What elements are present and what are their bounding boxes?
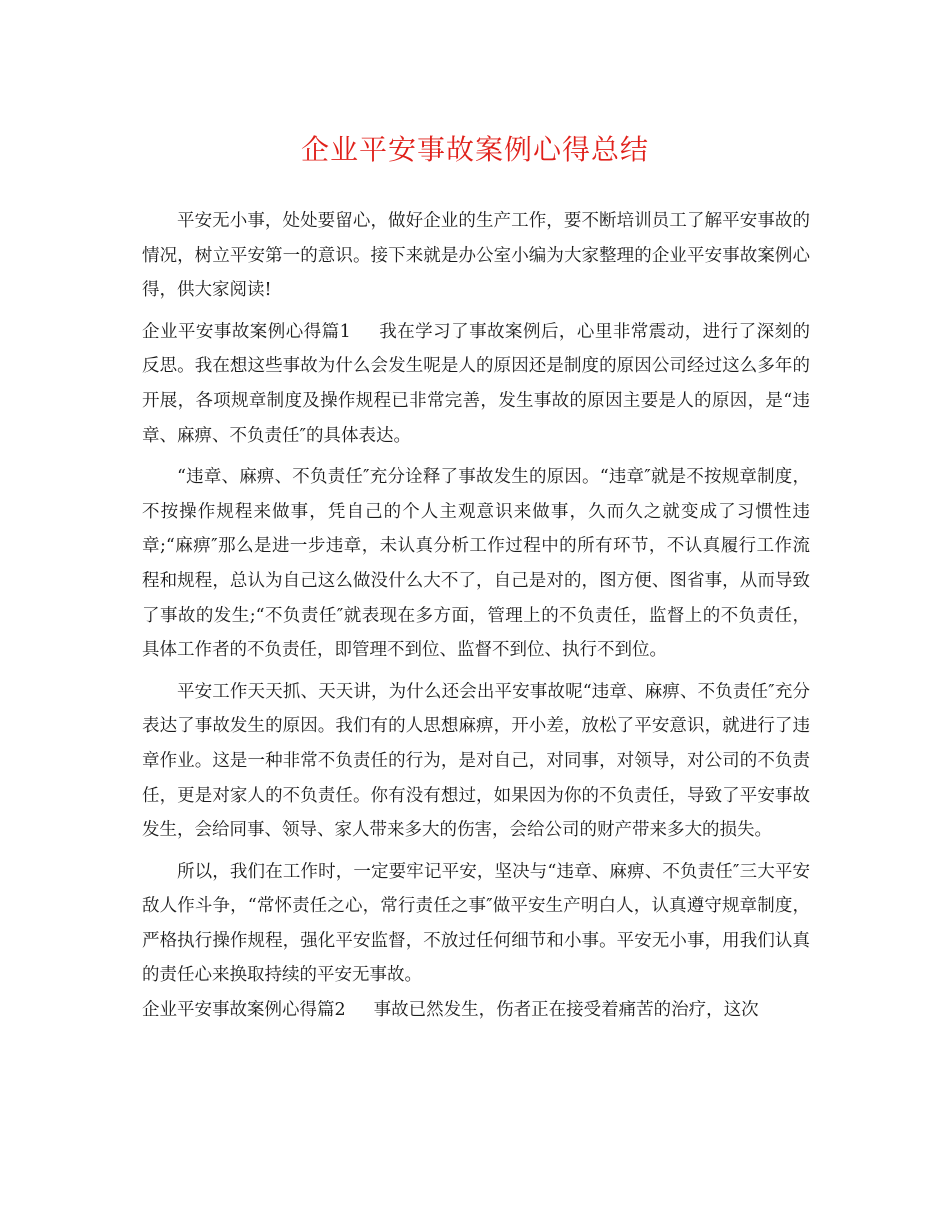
paragraph-4: 所以，我们在工作时，一定要牢记平安，坚决与“违章、麻痹、不负责任″三大平安敌人作斗争，“常怀责任之心，常行责任之事″做平安生产明白人，认真遵守规章制度，严格执行操作规程，强化平安监督，不放过任何细节和小事。平安无小事，用我们认真的责任心来换取持续的平安无事故。 [142, 861, 810, 986]
section-2-text: 事故已然发生，伤者正在接受着痛苦的治疗，这次 [373, 1000, 759, 1021]
section-1-heading: 企业平安事故案例心得篇1 [142, 321, 351, 342]
section-1-text: 我在学习了事故案例后，心里非常震动，进行了深刻的反思。我在想这些事故为什么会发生呢是人的原因还是制度的原因公司经过这么多年的开展，各项规章制度及操作规程已非常完善，发生事故的原因主要是人的原因，是“违章、麻痹、不负责任″的具体表达。 [142, 321, 810, 446]
section-2-paragraph [142, 993, 810, 1028]
section-1-paragraph [142, 315, 810, 453]
document-title: 企业平安事故案例心得总结 [300, 133, 649, 166]
intro-paragraph: 平安无小事，处处要留心，做好企业的生产工作，要不断培训员工了解平安事故的情况，树立平安第一的意识。接下来就是办公室小编为大家整理的企业平安事故案例心得，供大家阅读! [142, 211, 810, 301]
section-2-heading: 企业平安事故案例心得篇2 [142, 1000, 346, 1021]
paragraph-2: “违章、麻痹、不负责任″充分诠释了事故发生的原因。“违章″就是不按规章制度，不按操作规程来做事，凭自己的个人主观意识来做事，久而久之就变成了习惯性违章;“麻痹″那么是进一步违章，未认真分析工作过程中的所有环节，不认真履行工作流程和规程，总认为自己这么做没什么大不了，自己是对的，图方便、图省事，从而导致了事故的发生;“不负责任″就表现在多方面，管理上的不负责任，监督上的不负责任，具体工作者的不负责任，即管理不到位、监督不到位、执行不到位。 [142, 467, 810, 661]
paragraph-3: 平安工作天天抓、天天讲，为什么还会出平安事故呢“违章、麻痹、不负责任″充分表达了事故发生的原因。我们有的人思想麻痹，开小差，放松了平安意识，就进行了违章作业。这是一种非常不负责任的行为，是对自己，对同事，对领导，对公司的不负责任，更是对家人的不负责任。你有没有想过，如果因为你的不负责任，导致了平安事故发生，会给同事、领导、家人带来多大的伤害，会给公司的财产带来多大的损失。 [142, 681, 810, 841]
document-body [142, 204, 810, 1028]
